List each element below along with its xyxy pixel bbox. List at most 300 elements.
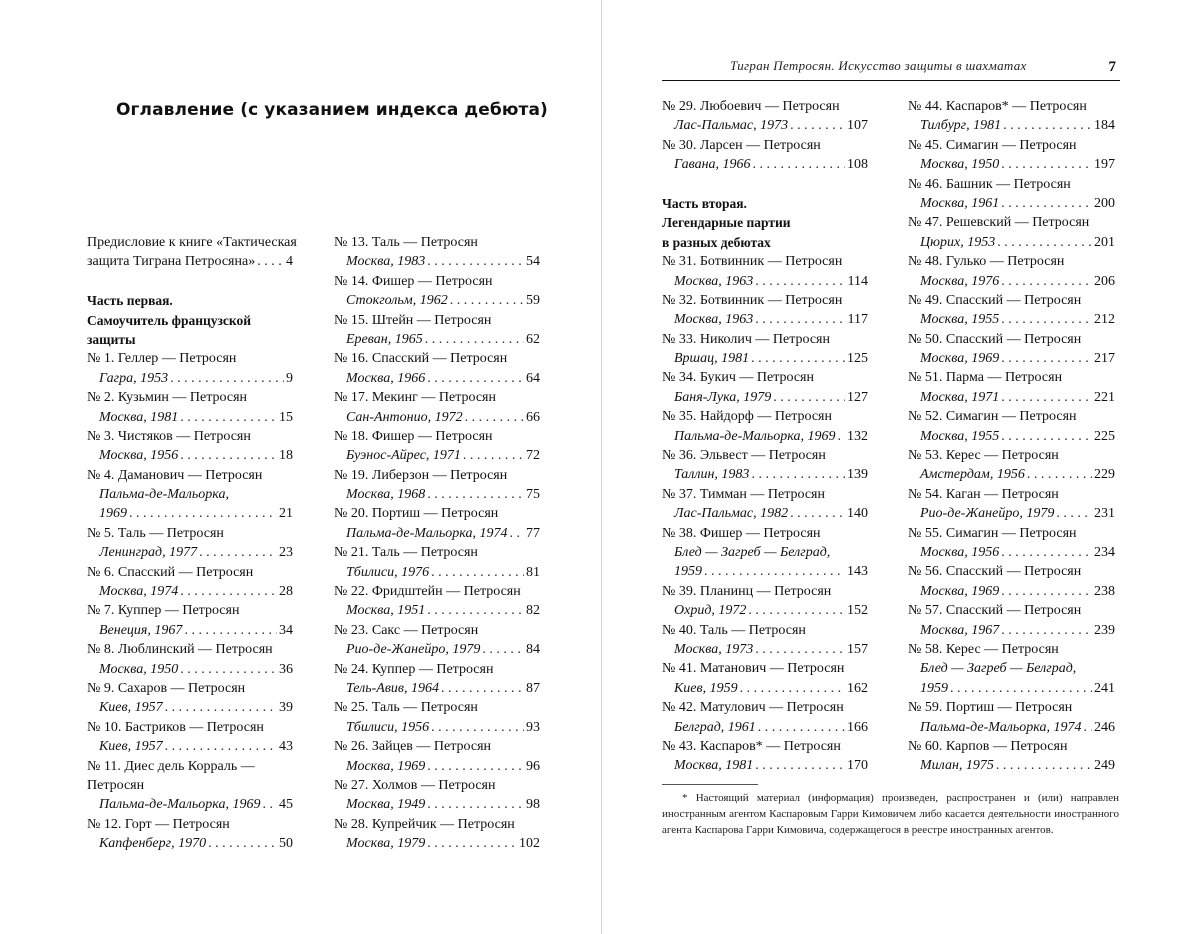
page-number: 93 [526,719,540,735]
page-number: 229 [1094,467,1115,483]
entry-place: Москва, 1955 [920,428,1000,444]
dot-leader [1003,116,1092,135]
entry-place: Тилбург, 1981 [920,118,1002,134]
page-number: 184 [1094,118,1115,134]
toc-column-2 [334,233,540,854]
dot-leader [1001,582,1092,601]
toc-entry[interactable] [334,427,540,466]
toc-entry[interactable] [908,252,1115,291]
entry-place: Тбилиси, 1956 [346,719,430,735]
entry-place-row [908,582,1115,601]
toc-entry[interactable] [662,524,868,582]
toc-entry[interactable] [662,368,868,407]
toc-entry[interactable] [662,252,868,291]
toc-entry[interactable] [662,621,868,660]
entry-place: Пальма-де-Мальорка, 1974 [920,719,1082,735]
toc-entry[interactable] [334,582,540,621]
entry-place-row [87,504,293,523]
toc-entry[interactable] [662,97,868,136]
page-number: 143 [847,564,868,580]
toc-entry[interactable] [908,368,1115,407]
entry-title: № 30. Ларсен — Петросян [662,137,821,153]
dot-leader [751,465,845,484]
dot-leader [463,446,524,465]
page-number: 132 [847,428,868,444]
entry-place-row [662,310,868,329]
toc-entry[interactable] [662,737,868,776]
entry-place: Киев, 1959 [674,680,738,696]
entry-title: № 56. Спасский — Петросян [908,564,1082,580]
dot-leader [427,757,524,776]
toc-column-1 [87,233,297,854]
dot-leader [427,601,524,620]
entry-place: Москва, 1966 [346,370,426,386]
entry-title: № 11. Диес дель Корраль — [87,758,255,774]
toc-entry[interactable] [908,524,1115,563]
dot-leader [170,369,284,388]
entry-place-row [908,155,1115,174]
entry-place: Москва, 1969 [920,351,1000,367]
entry-title: № 21. Таль — Петросян [334,545,478,561]
dot-leader [165,698,277,717]
entry-place-line: Блед — Загреб — Белград, [674,544,831,560]
entry-place: Москва, 1969 [920,583,1000,599]
entry-title: № 47. Решевский — Петросян [908,215,1090,231]
entry-title: № 1. Геллер — Петросян [87,351,237,367]
entry-title: № 46. Башник — Петросян [908,176,1071,192]
page-number: 75 [526,487,540,503]
entries-column-3 [662,252,868,776]
dot-leader [790,504,845,523]
part-heading-line: защиты [87,331,136,347]
entry-place-row [334,640,540,659]
dot-leader [1001,310,1092,329]
entry-place: Москва, 1983 [346,254,426,270]
entry-place-row [87,698,293,717]
entry-title: № 45. Симагин — Петросян [908,137,1077,153]
page-number: 43 [279,739,293,755]
toc-entry[interactable] [334,698,540,737]
entry-place: Москва, 1956 [99,448,179,464]
entry-title: № 27. Холмов — Петросян [334,777,496,793]
entry-title: № 32. Ботвинник — Петросян [662,292,843,308]
entry-place-row [908,465,1115,484]
toc-entry[interactable] [908,291,1115,330]
entry-place: Белград, 1961 [674,719,756,735]
entry-title: № 48. Гулько — Петросян [908,254,1065,270]
entry-title: № 52. Симагин — Петросян [908,409,1077,425]
entry-place-row [908,388,1115,407]
toc-entry[interactable] [908,97,1115,136]
page-number: 77 [526,525,540,541]
toc-entry-preface[interactable] [87,233,297,272]
dot-leader [441,679,524,698]
toc-entry[interactable] [662,446,868,485]
page-number: 114 [847,273,868,289]
entry-place: Цюрих, 1953 [920,234,996,250]
toc-entry[interactable] [87,349,293,388]
entry-place-row [87,446,293,465]
entry-place-row [908,349,1115,368]
page-number: 21 [279,506,293,522]
dot-leader [465,408,524,427]
entry-place-row [87,543,293,562]
entry-place: Москва, 1976 [920,273,1000,289]
page-number: 197 [1094,157,1115,173]
page-number-header: 7 [1108,59,1116,75]
entry-title: № 36. Эльвест — Петросян [662,448,826,464]
entry-place: Капфенберг, 1970 [99,836,207,852]
entry-title: № 7. Куппер — Петросян [87,603,240,619]
entry-place: Москва, 1974 [99,584,179,600]
toc-entry[interactable] [662,582,868,621]
entry-title: № 35. Найдорф — Петросян [662,409,832,425]
toc-entry[interactable] [662,407,868,446]
footnote-rule [662,784,758,785]
toc-entry[interactable] [334,504,540,543]
entry-title: № 39. Планинц — Петросян [662,583,832,599]
dot-leader [184,621,277,640]
toc-entry[interactable] [87,757,293,815]
toc-entry[interactable] [908,737,1115,776]
page-number: 152 [847,603,868,619]
entry-place-row [87,834,293,853]
page-number: 107 [847,118,868,134]
dot-leader [755,272,845,291]
entry-place: Москва, 1973 [674,641,754,657]
dot-leader [482,640,524,659]
entry-place: Пальма-де-Мальорка, 1974 [346,525,508,541]
entry-place: Москва, 1950 [99,661,179,677]
entry-title: № 38. Фишер — Петросян [662,525,821,541]
toc-column-3 [662,97,868,776]
entry-title: № 14. Фишер — Петросян [334,273,493,289]
toc-entry[interactable] [662,136,868,175]
entry-title: № 4. Даманович — Петросян [87,467,263,483]
entry-title: № 31. Ботвинник — Петросян [662,254,843,270]
part-heading-line: Самоучитель французской [87,312,252,328]
entry-title: № 19. Либерзон — Петросян [334,467,508,483]
toc-entry[interactable] [908,446,1115,485]
spacer [87,272,293,291]
entry-title: № 3. Чистяков — Петросян [87,428,251,444]
entry-place: Стокгольм, 1962 [346,293,448,309]
toc-entry[interactable] [662,485,868,524]
entry-place: Сан-Антонио, 1972 [346,409,463,425]
dot-leader [1056,504,1092,523]
entry-title: № 55. Симагин — Петросян [908,525,1077,541]
entry-place-row [908,718,1115,737]
page-number: 28 [279,584,293,600]
entry-place: Венеция, 1967 [99,622,183,638]
entry-place-row [334,291,540,310]
part-heading-line: Часть вторая. [662,195,747,211]
toc-entry[interactable] [87,427,293,466]
page-number: 87 [526,680,540,696]
page-number: 81 [526,564,540,580]
entry-place: Тель-Авив, 1964 [346,680,439,696]
toc-entry[interactable] [334,388,540,427]
page-number: 201 [1094,234,1115,250]
toc-entry[interactable] [334,621,540,660]
dot-leader [427,485,524,504]
entry-title: № 54. Каган — Петросян [908,486,1059,502]
spacer [662,175,868,194]
dot-leader [748,601,845,620]
entries-column-1 [87,349,293,853]
entry-place-row [87,369,293,388]
toc-entry[interactable] [87,563,293,602]
entry-title: № 60. Карпов — Петросян [908,738,1068,754]
dot-leader [1027,465,1092,484]
dot-leader [758,718,845,737]
dot-leader [427,834,517,853]
entry-place: Охрид, 1972 [674,603,747,619]
dot-leader [1083,718,1092,737]
entry-place-row [334,757,540,776]
entry-place-row [908,233,1115,252]
page-number: 39 [279,700,293,716]
entry-title: № 9. Сахаров — Петросян [87,680,246,696]
entry-place: Киев, 1957 [99,700,163,716]
page-number: 36 [279,661,293,677]
entry-title: № 18. Фишер — Петросян [334,428,493,444]
dot-leader [180,446,277,465]
entry-place: Москва, 1981 [674,758,754,774]
entry-place-row [87,621,293,640]
entries-column-3-top [662,97,868,175]
entry-place-row [87,582,293,601]
page-number: 206 [1094,273,1115,289]
entry-place-row [662,155,868,174]
entry-title: № 20. Портиш — Петросян [334,506,499,522]
entry-title: № 13. Таль — Петросян [334,235,478,250]
entry-place-line: Пальма-де-Мальорка, [99,487,229,503]
entry-place-row [334,795,540,814]
dot-leader [257,252,284,271]
toc-entry[interactable] [87,718,293,757]
dot-leader [129,504,277,523]
toc-entry[interactable] [87,524,293,563]
entry-place-row [908,504,1115,523]
entry-place: Москва, 1950 [920,157,1000,173]
toc-entry[interactable] [908,136,1115,175]
page-number: 157 [847,641,868,657]
entry-place: Вршац, 1981 [674,351,750,367]
entry-place: Ереван, 1965 [346,331,423,347]
entry-place-row [334,718,540,737]
entry-place-row [908,756,1115,775]
entry-place-row [908,194,1115,213]
entry-place: Лас-Пальмас, 1982 [674,506,789,522]
entry-place: Москва, 1961 [920,195,1000,211]
entry-place-row [662,272,868,291]
entry-title: № 8. Люблинский — Петросян [87,642,273,658]
entry-place-row [334,408,540,427]
dot-leader [704,562,845,581]
entry-title: № 24. Куппер — Петросян [334,661,494,677]
toc-title: Оглавление (с указанием индекса дебюта) [116,100,548,120]
dot-leader [199,543,277,562]
toc-entry[interactable] [87,679,293,718]
entry-title: № 37. Тимман — Петросян [662,486,825,502]
dot-leader [427,795,524,814]
entry-place: Москва, 1963 [674,273,754,289]
page-number: 64 [526,370,540,386]
dot-leader [1001,349,1092,368]
entries-column-2 [334,233,540,854]
entry-place: Москва, 1967 [920,622,1000,638]
page-number: 23 [279,545,293,561]
dot-leader [165,737,277,756]
toc-entry[interactable] [87,601,293,640]
page-number: 15 [279,409,293,425]
entry-title: № 5. Таль — Петросян [87,525,224,541]
dot-leader [1001,155,1092,174]
page-number: 241 [1094,680,1115,696]
page-number: 82 [526,603,540,619]
dot-leader [1001,543,1092,562]
toc-entry[interactable] [908,562,1115,601]
dot-leader [755,640,845,659]
toc-entry[interactable] [334,272,540,311]
entry-place-row [662,388,868,407]
entry-place: Таллин, 1983 [674,467,750,483]
toc-entry[interactable] [908,698,1115,737]
entry-place-row [662,756,868,775]
entry-place-row [334,563,540,582]
entry-place-row [334,485,540,504]
toc-entry[interactable] [334,311,540,350]
entry-title: № 41. Матанович — Петросян [662,661,845,677]
page-number: 231 [1094,506,1115,522]
toc-entry[interactable] [334,776,540,815]
toc-entry[interactable] [334,543,540,582]
dot-leader [1001,621,1092,640]
entry-title-continued: Петросян [87,777,145,793]
entry-place: Москва, 1951 [346,603,426,619]
toc-entry[interactable] [334,660,540,699]
page-number: 239 [1094,622,1115,638]
dot-leader [790,116,845,135]
page-number: 102 [519,836,540,852]
entry-place: Москва, 1963 [674,312,754,328]
entry-title: № 34. Букич — Петросян [662,370,814,386]
dot-leader [427,252,524,271]
toc-entry[interactable] [908,601,1115,640]
toc-entry[interactable] [908,175,1115,214]
entry-place-row [662,349,868,368]
page-number: 139 [847,467,868,483]
dot-leader [1001,194,1092,213]
page-number: 125 [847,351,868,367]
toc-entry[interactable] [662,330,868,369]
dot-leader [208,834,277,853]
page-number: 108 [847,157,868,173]
page-number: 84 [526,642,540,658]
entry-title: № 28. Купрейчик — Петросян [334,816,515,832]
toc-entry[interactable] [87,466,293,524]
entry-title: № 44. Каспаров* — Петросян [908,99,1087,114]
entry-place-line: Блед — Загреб — Белград, [920,661,1077,677]
toc-entry[interactable] [662,659,868,698]
toc-entry[interactable] [908,640,1115,698]
entry-title: № 29. Любоевич — Петросян [662,99,840,114]
dot-leader [751,349,845,368]
page-number: 166 [847,719,868,735]
toc-entry[interactable] [908,485,1115,524]
part-heading-line: Легендарные партии [662,215,791,231]
entry-title: № 49. Спасский — Петросян [908,292,1082,308]
toc-entry[interactable] [908,407,1115,446]
page-number: 217 [1094,351,1115,367]
dot-leader [509,524,524,543]
entry-title: № 6. Спасский — Петросян [87,564,254,580]
left-page [0,0,601,934]
entry-place-row [662,640,868,659]
dot-leader [450,291,524,310]
page-number: 50 [279,836,293,852]
entry-place: Москва, 1955 [920,312,1000,328]
toc-entry[interactable] [334,349,540,388]
part-heading-line: Часть первая. [87,293,173,309]
entry-place: Москва, 1956 [920,544,1000,560]
page-number: 34 [279,622,293,638]
toc-entry[interactable] [87,815,293,854]
preface-line-1: Предисловие к книге «Тактическая [87,235,297,250]
entry-place: 1959 [920,680,948,696]
preface-line-2 [87,252,293,271]
entry-place-row [334,446,540,465]
dot-leader [755,310,845,329]
entry-place-row [334,252,540,271]
entry-place-row [908,272,1115,291]
toc-entry[interactable] [87,388,293,427]
entry-title: № 51. Парма — Петросян [908,370,1063,386]
page-number: 117 [847,312,868,328]
toc-entry[interactable] [908,330,1115,369]
page-number: 212 [1094,312,1115,328]
toc-entry[interactable] [908,213,1115,252]
entry-place-row [908,116,1115,135]
entry-place-row [662,504,868,523]
entry-title: № 22. Фридштейн — Петросян [334,584,521,600]
page-number: 96 [526,758,540,774]
toc-entry[interactable] [334,815,540,854]
entry-place-row [87,795,293,814]
entry-place: Пальма-де-Мальорка, 1969 [674,428,836,444]
toc-entry[interactable] [662,698,868,737]
entry-place-row [87,737,293,756]
dot-leader [997,233,1092,252]
entry-title: № 17. Мекинг — Петросян [334,390,496,406]
dot-leader [755,756,845,775]
toc-entry[interactable] [662,291,868,330]
toc-entry[interactable] [334,233,540,272]
entries-column-4 [908,97,1115,776]
entry-place: 1969 [99,506,127,522]
entry-place: Гавана, 1966 [674,157,751,173]
toc-entry[interactable] [334,466,540,505]
toc-entry[interactable] [87,640,293,679]
entry-title: № 33. Николич — Петросян [662,331,830,347]
page-number: 59 [526,293,540,309]
page-number: 18 [279,448,293,464]
toc-entry[interactable] [334,737,540,776]
entry-place: Москва, 1968 [346,487,426,503]
page-number: 238 [1094,583,1115,599]
entry-title: № 50. Спасский — Петросян [908,331,1082,347]
